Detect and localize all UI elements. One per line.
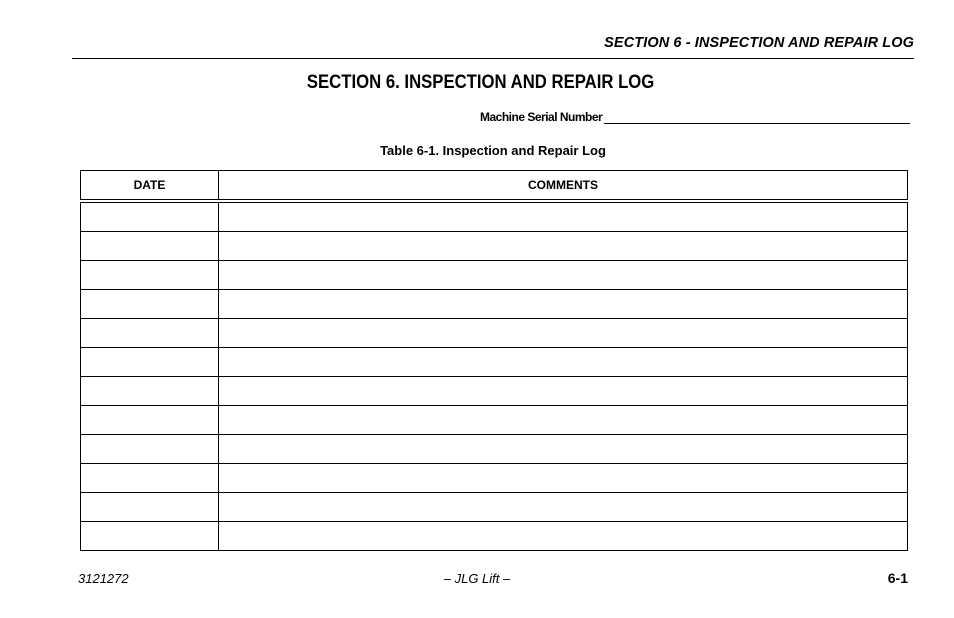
comments-cell	[219, 522, 908, 551]
table-row	[81, 493, 908, 522]
header-rule	[72, 58, 914, 59]
date-cell	[81, 522, 219, 551]
date-cell	[81, 464, 219, 493]
comments-cell	[219, 377, 908, 406]
table-row	[81, 348, 908, 377]
table-row	[81, 261, 908, 290]
table-row	[81, 464, 908, 493]
comments-cell	[219, 464, 908, 493]
comments-cell	[219, 261, 908, 290]
comments-cell	[219, 493, 908, 522]
document-number: 3121272	[78, 571, 129, 586]
column-header-comments: COMMENTS	[219, 171, 908, 202]
table-row	[81, 290, 908, 319]
date-cell	[81, 493, 219, 522]
date-cell	[81, 319, 219, 348]
page-title: SECTION 6. INSPECTION AND REPAIR LOG	[306, 72, 655, 93]
footer-publisher: – JLG Lift –	[443, 571, 511, 586]
table-row	[81, 232, 908, 261]
table-row	[81, 377, 908, 406]
table-row	[81, 435, 908, 464]
date-cell	[81, 201, 219, 232]
machine-serial-number-label: Machine Serial Number	[480, 110, 603, 124]
comments-cell	[219, 319, 908, 348]
table-row	[81, 319, 908, 348]
table-row	[81, 406, 908, 435]
comments-cell	[219, 348, 908, 377]
table-header-row	[81, 171, 908, 202]
date-cell	[81, 406, 219, 435]
table-row	[81, 522, 908, 551]
date-cell	[81, 290, 219, 319]
date-cell	[81, 232, 219, 261]
table-row	[81, 201, 908, 232]
comments-cell	[219, 435, 908, 464]
table-caption: Table 6-1. Inspection and Repair Log	[380, 143, 606, 158]
date-cell	[81, 348, 219, 377]
date-cell	[81, 377, 219, 406]
page-number: 6-1	[887, 570, 908, 586]
comments-cell	[219, 406, 908, 435]
comments-cell	[219, 290, 908, 319]
date-cell	[81, 435, 219, 464]
comments-cell	[219, 232, 908, 261]
machine-serial-number-field	[480, 110, 910, 124]
running-header: SECTION 6 - INSPECTION AND REPAIR LOG	[604, 35, 914, 51]
date-cell	[81, 261, 219, 290]
inspection-repair-log-table	[80, 170, 908, 551]
machine-serial-number-blank	[604, 111, 910, 124]
column-header-date: DATE	[81, 171, 219, 202]
comments-cell	[219, 201, 908, 232]
